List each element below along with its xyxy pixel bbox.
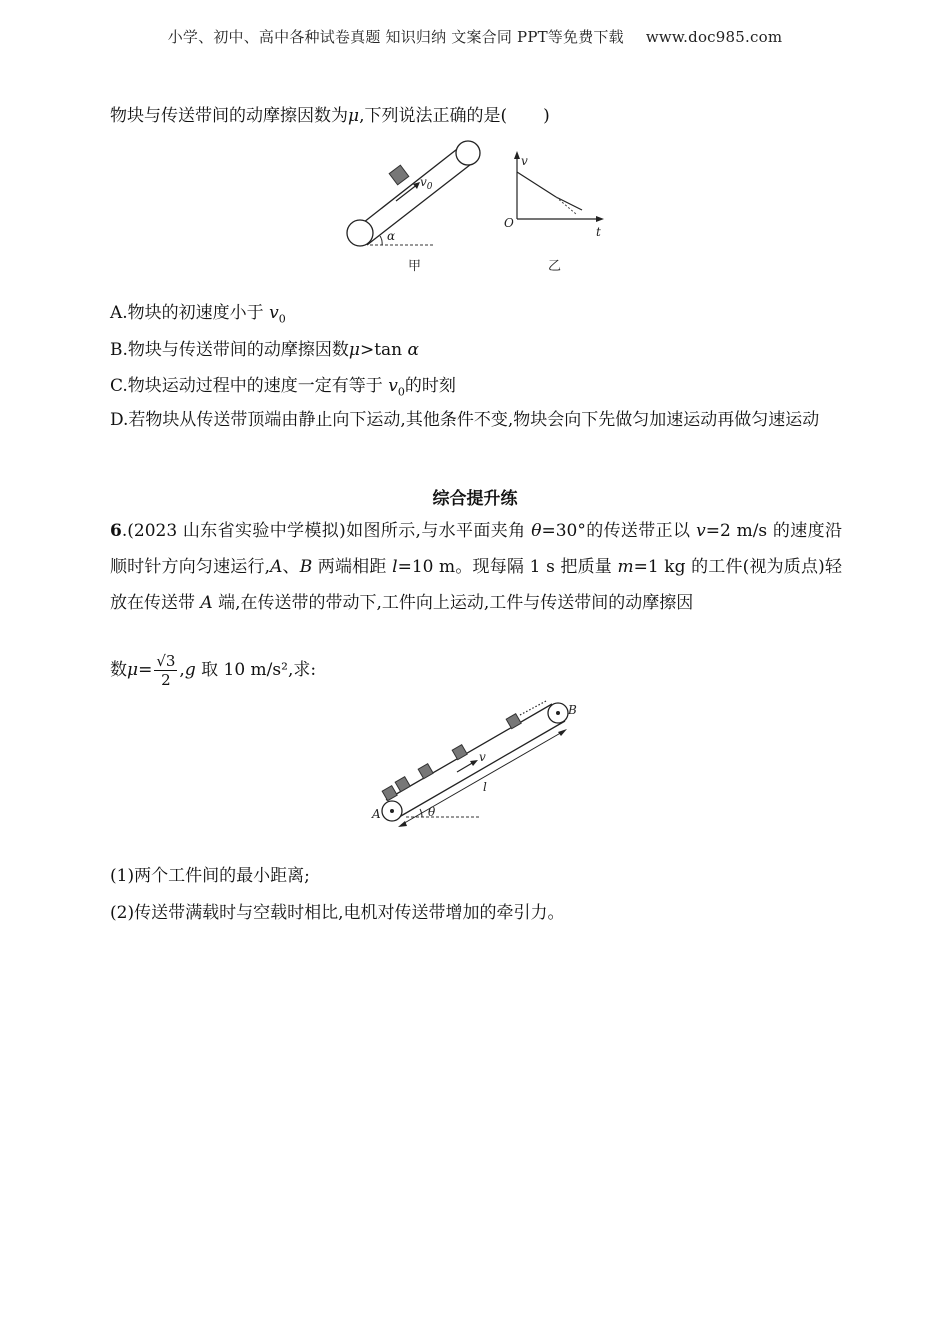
svg-text:A: A bbox=[372, 807, 381, 821]
q6-stem bbox=[110, 513, 842, 621]
option-c-var: v bbox=[388, 376, 398, 396]
q6-text-8: 端,在传送带的带动下,工件向上运动,工件与传送带间的动摩擦因 bbox=[212, 593, 694, 613]
q6-frac-den: 2 bbox=[161, 671, 171, 689]
q6-line2-a: 数 bbox=[110, 660, 127, 680]
svg-text:t: t bbox=[596, 225, 601, 239]
q6-line2-c: 取 10 m/s²,求: bbox=[195, 660, 317, 680]
svg-text:B: B bbox=[568, 703, 577, 717]
q6-A: A bbox=[270, 557, 283, 577]
option-b-alpha: α bbox=[407, 340, 420, 360]
option-b bbox=[110, 338, 419, 362]
q6-text-3: =2 m/s 的速度沿顺时针方向匀速运行, bbox=[110, 521, 842, 577]
option-d: D.若物块从传送带顶端由静止向下运动,其他条件不变,物块会向下先做匀加速运动再做匀速运动 bbox=[110, 410, 820, 430]
q6-mu: μ bbox=[127, 660, 139, 680]
q6-B: B bbox=[299, 557, 313, 577]
q6-text-5: 两端相距 bbox=[312, 557, 393, 577]
option-c bbox=[110, 374, 456, 404]
q6-text-7: =1 kg 的工件(视为质点)轻放在传送带 bbox=[110, 557, 842, 613]
svg-text:v: v bbox=[521, 154, 528, 168]
figure-yi-caption: 乙 bbox=[548, 259, 562, 274]
q6-line2-b: , bbox=[179, 660, 185, 680]
option-c-rest: 的时刻 bbox=[404, 376, 456, 396]
svg-text:θ: θ bbox=[428, 805, 436, 819]
option-c-sub: 0 bbox=[397, 385, 405, 399]
q6-text-2: =30°的传送带正以 bbox=[541, 521, 697, 541]
header-text: 小学、初中、高中各种试卷真题 知识归纳 文案合同 PPT等免费下载 bbox=[167, 28, 624, 46]
q6-v: v bbox=[696, 521, 706, 541]
q6-text-6: =10 m。现每隔 1 s 把质量 bbox=[397, 557, 618, 577]
figure-jia-caption: 甲 bbox=[408, 259, 422, 274]
q6-g: g bbox=[184, 660, 196, 680]
q6-A-2: A bbox=[200, 593, 213, 613]
svg-text:l: l bbox=[483, 780, 487, 794]
q6-l: l bbox=[392, 557, 398, 577]
q6-sub1: (1)两个工件间的最小距离; bbox=[110, 866, 310, 886]
q6-m: m bbox=[617, 557, 634, 577]
header-url: www.doc985.com bbox=[645, 28, 783, 46]
option-b-text: B.物块与传送带间的动摩擦因数 bbox=[110, 340, 349, 360]
section-title: 综合提升练 bbox=[432, 489, 518, 509]
q6-text-4: 、 bbox=[282, 557, 300, 577]
q5-stem-paren: ) bbox=[543, 106, 550, 126]
q6-number: 6 bbox=[110, 521, 122, 541]
option-b-rest: >tan bbox=[359, 340, 408, 360]
option-a-text: A.物块的初速度小于 bbox=[110, 303, 270, 323]
svg-text:v0: $v_0$ bbox=[420, 175, 433, 192]
option-a bbox=[110, 301, 286, 331]
page-header bbox=[0, 26, 950, 47]
option-c-text: C.物块运动过程中的速度一定有等于 bbox=[110, 376, 389, 396]
svg-text:α: α bbox=[387, 229, 396, 243]
q5-stem bbox=[110, 104, 550, 128]
q6-mu-line bbox=[110, 650, 316, 690]
figure-q6-belt bbox=[370, 695, 600, 835]
q6-sub2: (2)传送带满载时与空载时相比,电机对传送带增加的牵引力。 bbox=[110, 903, 565, 923]
option-a-sub: 0 bbox=[278, 312, 286, 326]
q6-frac-num: √3 bbox=[156, 652, 176, 670]
q6-text-1: .(2023 山东省实验中学模拟)如图所示,与水平面夹角 bbox=[121, 521, 532, 541]
option-b-mu: μ bbox=[348, 340, 360, 360]
q5-stem-text: 物块与传送带间的动摩擦因数为 bbox=[110, 106, 348, 126]
option-a-var: v bbox=[269, 303, 279, 323]
svg-text:O: O bbox=[504, 216, 514, 230]
figure-yi bbox=[500, 135, 630, 275]
q6-theta: θ bbox=[531, 521, 542, 541]
svg-text:v: v bbox=[479, 750, 486, 764]
q5-mu: μ bbox=[348, 106, 360, 126]
q6-eq: = bbox=[138, 660, 153, 680]
q5-stem-text-2: ,下列说法正确的是( bbox=[359, 106, 508, 126]
figure-jia bbox=[340, 135, 500, 275]
q6-fraction bbox=[154, 652, 177, 689]
